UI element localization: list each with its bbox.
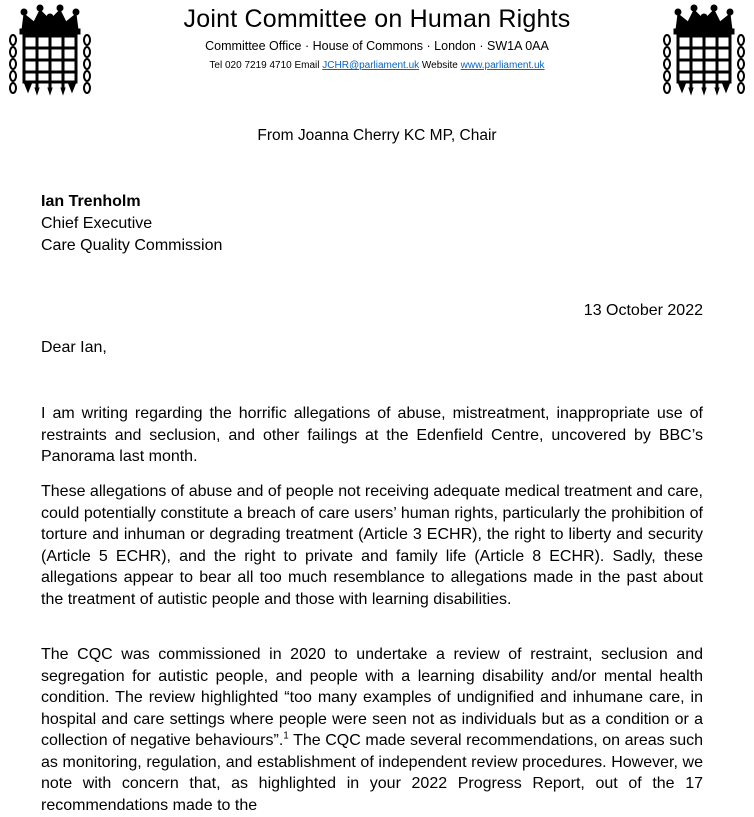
website-label: Website bbox=[419, 60, 461, 71]
salutation: Dear Ian, bbox=[41, 339, 107, 356]
recipient-block bbox=[41, 191, 222, 257]
body-paragraph-3 bbox=[41, 644, 703, 816]
body-paragraph-1: I am writing regarding the horrific allegations of abuse, mistreatment, inappropriate use of restraints and seclusion, and other failings at the Edenfield Centre, uncovered by BBC’s Panorama last month. bbox=[41, 405, 703, 465]
paragraph-3-text-part-1: The CQC was commissioned in 2020 to undertake a review of restraint, seclusion and segregation for autistic people, and people with a learning disability and/or mental health condition. The review highlighted “too many examples of undignified and inhumane care, in hospital and care settings where people were seen not as individuals but as a condition or a collection of negative behaviours”. bbox=[41, 646, 703, 749]
letter-date: 13 October 2022 bbox=[583, 302, 703, 319]
committee-title: Joint Committee on Human Rights bbox=[183, 5, 571, 33]
body-paragraph-2: These allegations of abuse and of people not receiving adequate medical treatment and care, could potentially constitute a breach of care users’ human rights, particularly the prohibition of torture and inhuman or degrading treatment (Article 3 ECHR), the right to liberty and security (Article 5 ECHR), and the right to private and family life (Article 8 ECHR). Sadly, these allegations appear to bear all too much resemblance to allegations made in the past about the treatment of autistic people and those with learning disabilities. bbox=[41, 483, 703, 608]
recipient-name: Ian Trenholm bbox=[41, 193, 141, 210]
committee-contact bbox=[0, 60, 754, 71]
email-link[interactable]: JCHR@parliament.uk bbox=[322, 60, 420, 71]
telephone-label: Tel 020 7219 4710 Email bbox=[209, 60, 323, 71]
paragraph-3-text-part-2: The CQC made several recommendations, on areas such as monitoring, regulation, and establishment of independent review procedures. However, we note with concern that, as highlighted in your 2022 Progress Report, out of the 17 recommendations made to the bbox=[41, 732, 704, 814]
from-line: From Joanna Cherry KC MP, Chair bbox=[257, 127, 497, 144]
website-link[interactable]: www.parliament.uk bbox=[460, 60, 545, 71]
recipient-role: Chief Executive bbox=[41, 215, 153, 232]
footnote-marker[interactable]: 1 bbox=[283, 730, 289, 742]
recipient-organisation: Care Quality Commission bbox=[41, 237, 223, 254]
committee-address: Committee Office · House of Commons · London · SW1A 0AA bbox=[205, 39, 549, 53]
